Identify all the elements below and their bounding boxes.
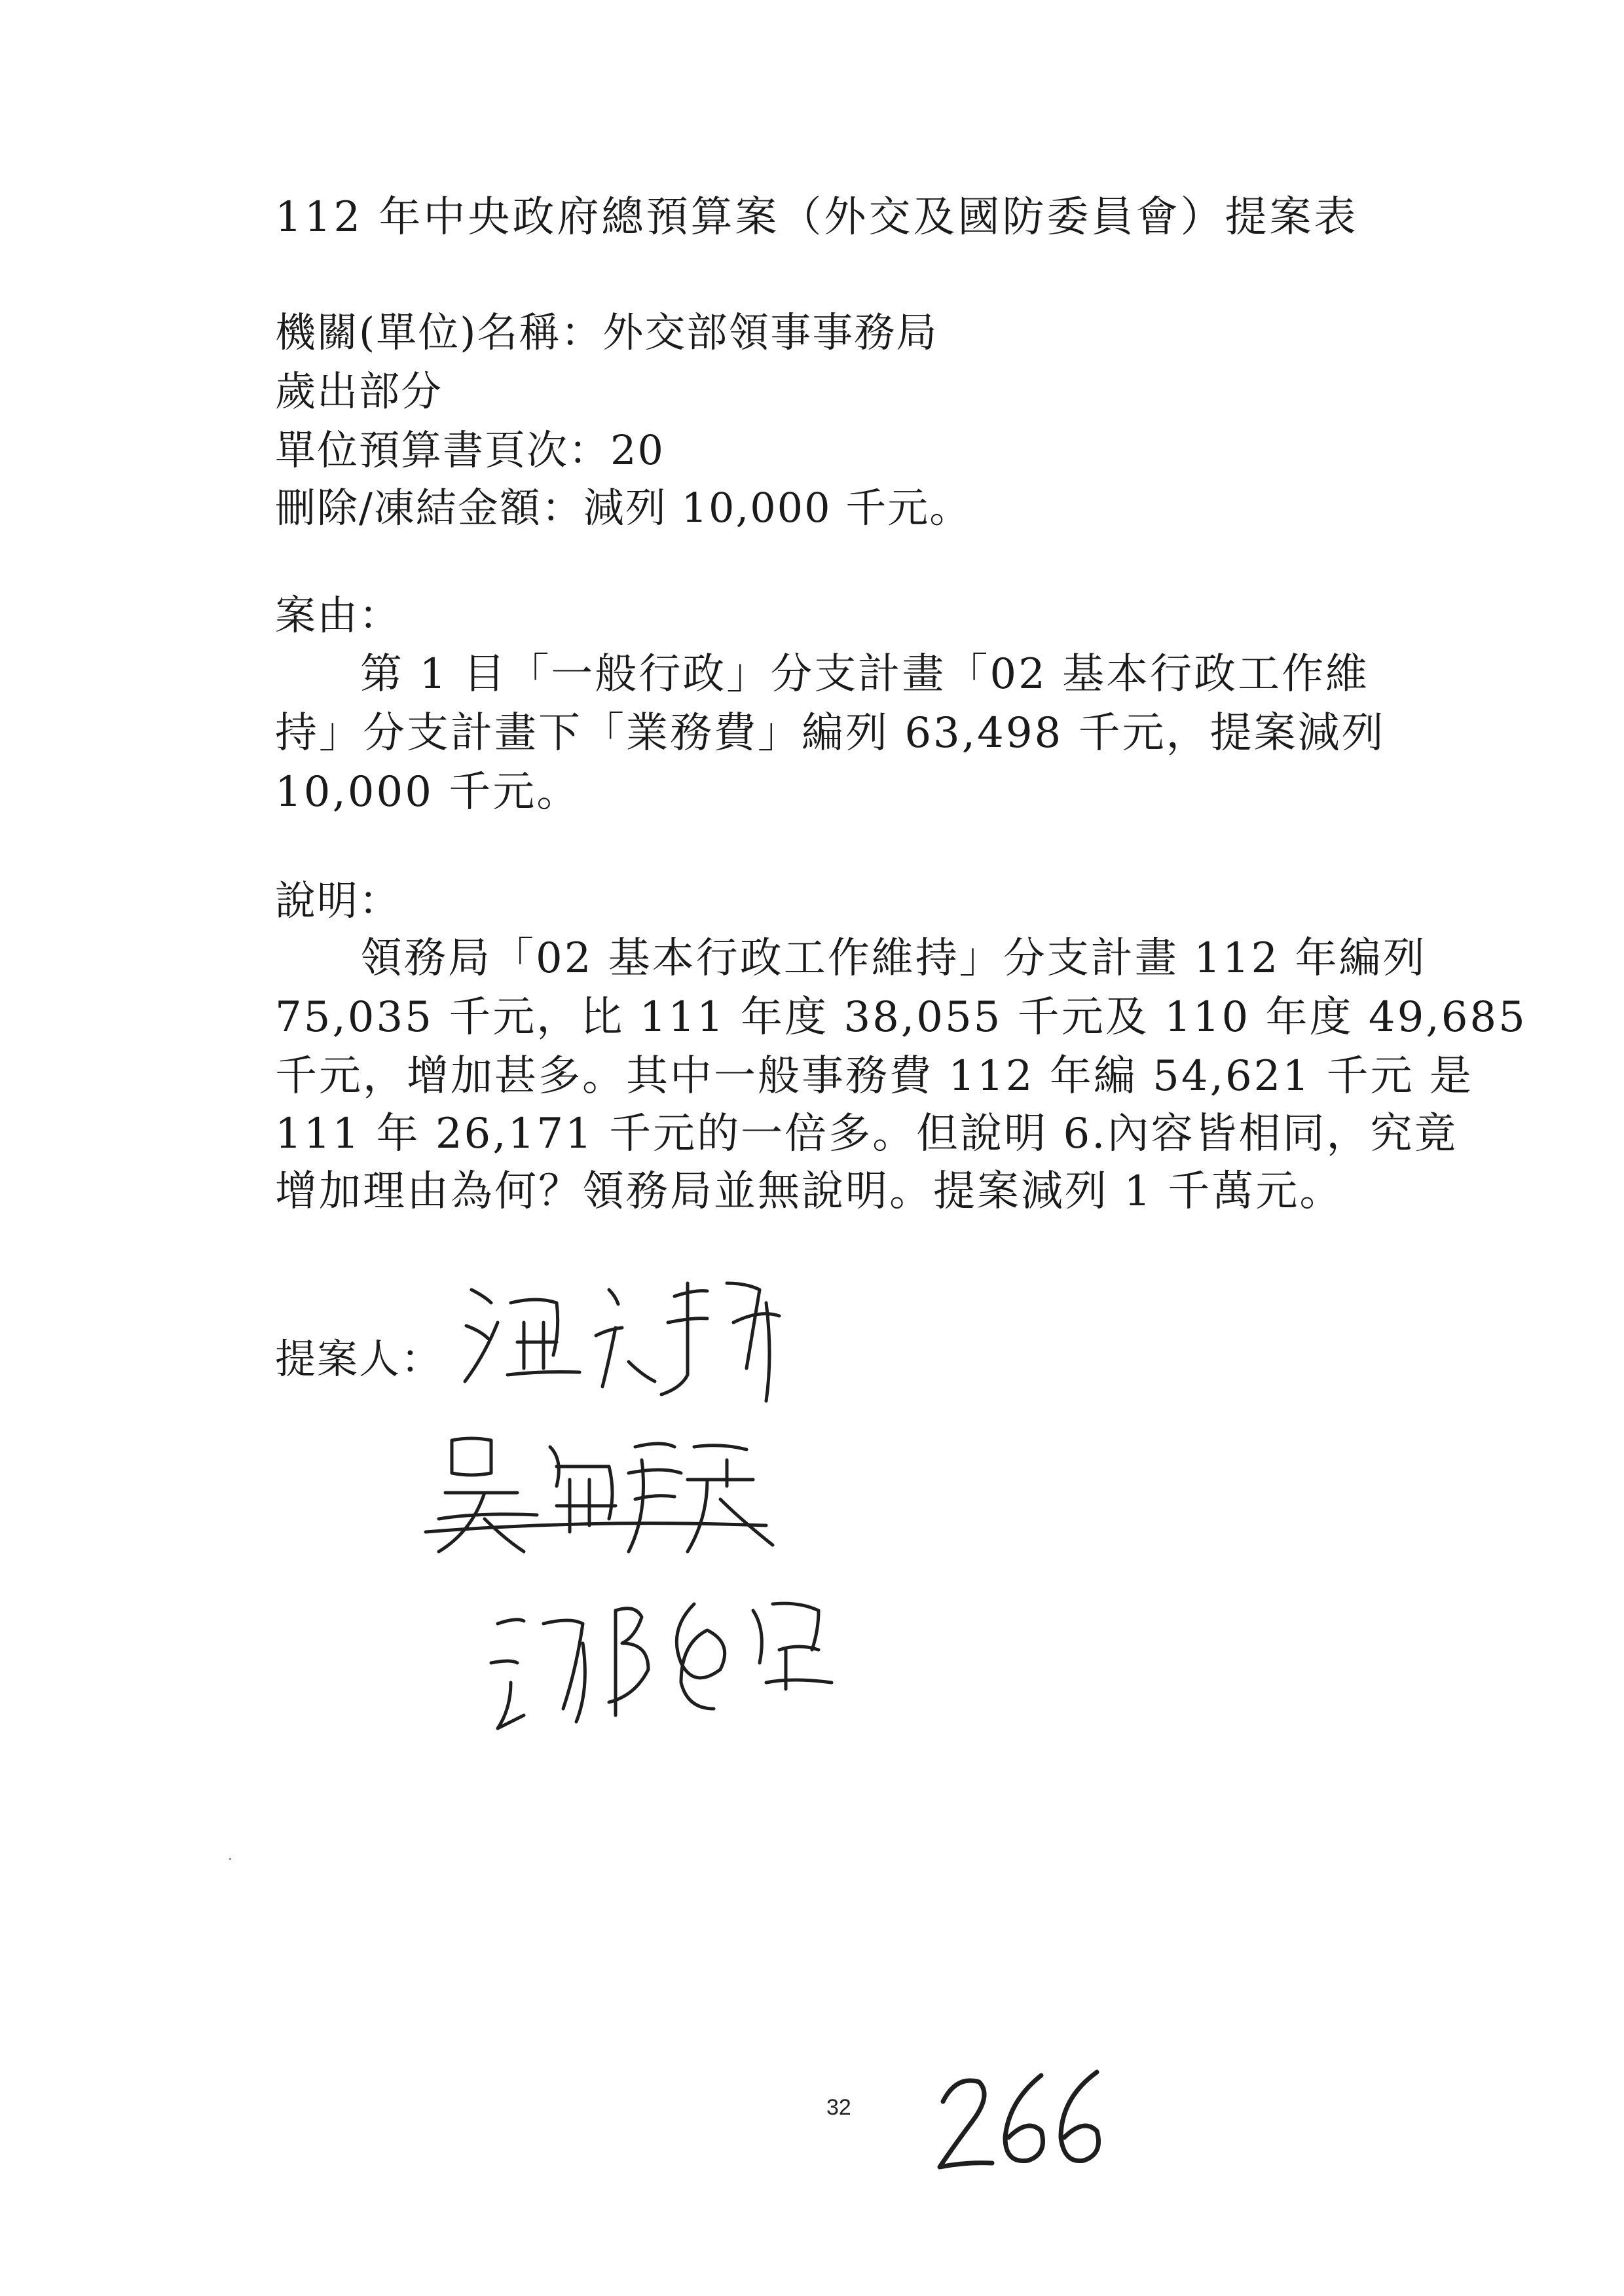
agency-name: 機關(單位)名稱：外交部領事事務局 xyxy=(275,308,938,356)
explanation-heading: 說明： xyxy=(275,877,401,924)
explanation-line: 增加理由為何？領務局並無說明。提案減列 1 千萬元。 xyxy=(275,1167,1344,1216)
reason-line: 第 1 目「一般行政」分支計畫「02 基本行政工作維 xyxy=(360,650,1370,699)
document-title: 112 年中央政府總預算案（外交及國防委員會）提案表 xyxy=(275,193,1359,242)
explanation-line: 75,035 千元，比 111 年度 38,055 千元及 110 年度 49,685 xyxy=(275,993,1527,1042)
handwritten-page-number xyxy=(930,2062,1113,2176)
explanation-line: 千元，增加甚多。其中一般事務費 112 年編 54,621 千元 是 xyxy=(275,1052,1473,1101)
reason-line: 持」分支計畫下「業務費」編列 63,498 千元，提案減列 xyxy=(275,709,1386,757)
scan-speck xyxy=(229,1858,231,1860)
explanation-line: 領務局「02 基本行政工作維持」分支計畫 112 年編列 xyxy=(360,934,1427,983)
footer-page-number: 32 xyxy=(826,2095,851,2120)
reason-heading: 案由： xyxy=(275,591,401,639)
signature-3 xyxy=(485,1584,851,1741)
budget-page-ref: 單位預算書頁次：20 xyxy=(275,426,665,474)
proposer-label: 提案人： xyxy=(275,1335,443,1383)
delete-freeze-amount: 刪除/凍結金額：減列 10,000 千元。 xyxy=(275,484,972,532)
explanation-line: 111 年 26,171 千元的一倍多。但說明 6.內容皆相同，究竟 xyxy=(275,1110,1458,1158)
signature-1 xyxy=(458,1264,799,1408)
section-label: 歲出部分 xyxy=(275,367,443,415)
reason-line: 10,000 千元。 xyxy=(275,768,581,816)
signature-2 xyxy=(419,1421,786,1571)
